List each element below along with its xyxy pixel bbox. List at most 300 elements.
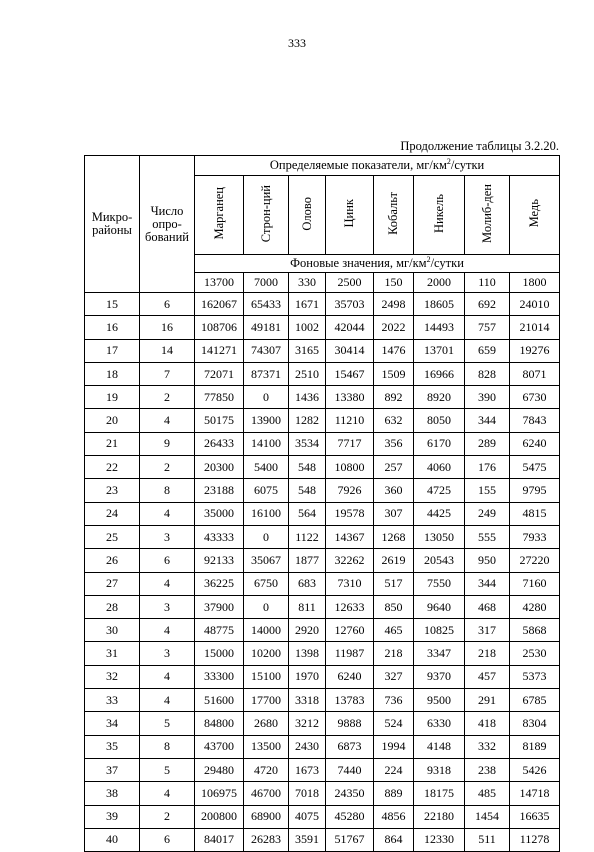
value-cell: 1673 xyxy=(289,758,326,781)
value-cell: 1268 xyxy=(374,525,414,548)
value-cell: 9500 xyxy=(414,689,465,712)
background-value: 150 xyxy=(374,273,414,293)
value-cell: 87371 xyxy=(244,362,289,385)
value-cell: 8189 xyxy=(510,735,560,758)
value-cell: 176 xyxy=(465,456,510,479)
background-value: 7000 xyxy=(244,273,289,293)
header-element xyxy=(244,176,289,255)
header-element xyxy=(510,176,560,255)
value-cell: 18605 xyxy=(414,293,465,316)
value-cell: 18175 xyxy=(414,782,465,805)
value-cell: 289 xyxy=(465,432,510,455)
value-cell: 84800 xyxy=(195,712,244,735)
value-cell: 10825 xyxy=(414,619,465,642)
value-cell: 1282 xyxy=(289,409,326,432)
value-cell: 162067 xyxy=(195,293,244,316)
header-background-prefix: Фоновые значения, мг/км xyxy=(290,256,427,270)
header-element xyxy=(326,176,374,255)
value-cell: 517 xyxy=(374,572,414,595)
microdistrict-cell: 18 xyxy=(85,362,140,385)
microdistrict-cell: 28 xyxy=(85,595,140,618)
value-cell: 5475 xyxy=(510,456,560,479)
value-cell: 11210 xyxy=(326,409,374,432)
microdistrict-cell: 40 xyxy=(85,828,140,851)
samples-cell: 4 xyxy=(140,619,195,642)
samples-cell: 5 xyxy=(140,712,195,735)
value-cell: 20543 xyxy=(414,549,465,572)
value-cell: 37900 xyxy=(195,595,244,618)
value-cell: 485 xyxy=(465,782,510,805)
header-element-label: Кобальт xyxy=(386,192,400,235)
value-cell: 2510 xyxy=(289,362,326,385)
table-row xyxy=(85,828,560,851)
value-cell: 6730 xyxy=(510,386,560,409)
value-cell: 23188 xyxy=(195,479,244,502)
value-cell: 4856 xyxy=(374,805,414,828)
table-row xyxy=(85,805,560,828)
value-cell: 3318 xyxy=(289,689,326,712)
value-cell: 15467 xyxy=(326,362,374,385)
value-cell: 72071 xyxy=(195,362,244,385)
value-cell: 12633 xyxy=(326,595,374,618)
background-value: 110 xyxy=(465,273,510,293)
value-cell: 683 xyxy=(289,572,326,595)
value-cell: 291 xyxy=(465,689,510,712)
table-row xyxy=(85,758,560,781)
background-value: 2000 xyxy=(414,273,465,293)
value-cell: 3212 xyxy=(289,712,326,735)
value-cell: 1122 xyxy=(289,525,326,548)
value-cell: 26283 xyxy=(244,828,289,851)
value-cell: 155 xyxy=(465,479,510,502)
value-cell: 8304 xyxy=(510,712,560,735)
value-cell: 9640 xyxy=(414,595,465,618)
value-cell: 418 xyxy=(465,712,510,735)
value-cell: 2022 xyxy=(374,316,414,339)
table-row xyxy=(85,782,560,805)
value-cell: 35067 xyxy=(244,549,289,572)
value-cell: 106975 xyxy=(195,782,244,805)
value-cell: 7160 xyxy=(510,572,560,595)
value-cell: 4075 xyxy=(289,805,326,828)
value-cell: 4815 xyxy=(510,502,560,525)
header-element xyxy=(289,176,326,255)
value-cell: 548 xyxy=(289,479,326,502)
value-cell: 43333 xyxy=(195,525,244,548)
value-cell: 6750 xyxy=(244,572,289,595)
value-cell: 33300 xyxy=(195,665,244,688)
value-cell: 238 xyxy=(465,758,510,781)
value-cell: 45280 xyxy=(326,805,374,828)
value-cell: 9318 xyxy=(414,758,465,781)
value-cell: 8071 xyxy=(510,362,560,385)
value-cell: 9795 xyxy=(510,479,560,502)
value-cell: 8050 xyxy=(414,409,465,432)
value-cell: 3591 xyxy=(289,828,326,851)
header-background-sup: 2 xyxy=(426,254,431,264)
table-row xyxy=(85,316,560,339)
samples-cell: 6 xyxy=(140,828,195,851)
value-cell: 19578 xyxy=(326,502,374,525)
value-cell: 24010 xyxy=(510,293,560,316)
value-cell: 457 xyxy=(465,665,510,688)
samples-cell: 3 xyxy=(140,525,195,548)
value-cell: 7843 xyxy=(510,409,560,432)
value-cell: 390 xyxy=(465,386,510,409)
value-cell: 524 xyxy=(374,712,414,735)
value-cell: 7018 xyxy=(289,782,326,805)
value-cell: 19276 xyxy=(510,339,560,362)
value-cell: 43700 xyxy=(195,735,244,758)
value-cell: 48775 xyxy=(195,619,244,642)
value-cell: 864 xyxy=(374,828,414,851)
value-cell: 13783 xyxy=(326,689,374,712)
value-cell: 1671 xyxy=(289,293,326,316)
table-row xyxy=(85,689,560,712)
value-cell: 15000 xyxy=(195,642,244,665)
value-cell: 1476 xyxy=(374,339,414,362)
value-cell: 10200 xyxy=(244,642,289,665)
table-row xyxy=(85,665,560,688)
value-cell: 14718 xyxy=(510,782,560,805)
value-cell: 13701 xyxy=(414,339,465,362)
header-element-label: Молиб-ден xyxy=(479,184,494,243)
value-cell: 3165 xyxy=(289,339,326,362)
table-row xyxy=(85,432,560,455)
microdistrict-cell: 37 xyxy=(85,758,140,781)
header-element-label: Строн-ций xyxy=(258,184,273,243)
value-cell: 1970 xyxy=(289,665,326,688)
header-microdistricts: Микро-районы xyxy=(85,156,140,293)
value-cell: 3347 xyxy=(414,642,465,665)
value-cell: 4425 xyxy=(414,502,465,525)
microdistrict-cell: 26 xyxy=(85,549,140,572)
value-cell: 108706 xyxy=(195,316,244,339)
value-cell: 811 xyxy=(289,595,326,618)
value-cell: 65433 xyxy=(244,293,289,316)
value-cell: 327 xyxy=(374,665,414,688)
value-cell: 6873 xyxy=(326,735,374,758)
value-cell: 14100 xyxy=(244,432,289,455)
samples-cell: 4 xyxy=(140,409,195,432)
value-cell: 1994 xyxy=(374,735,414,758)
value-cell: 7550 xyxy=(414,572,465,595)
samples-cell: 7 xyxy=(140,362,195,385)
value-cell: 29480 xyxy=(195,758,244,781)
table-row xyxy=(85,293,560,316)
header-element-label: Никель xyxy=(431,194,446,233)
value-cell: 1002 xyxy=(289,316,326,339)
value-cell: 42044 xyxy=(326,316,374,339)
value-cell: 5426 xyxy=(510,758,560,781)
value-cell: 32262 xyxy=(326,549,374,572)
value-cell: 4280 xyxy=(510,595,560,618)
value-cell: 8920 xyxy=(414,386,465,409)
data-table xyxy=(84,155,560,852)
value-cell: 13050 xyxy=(414,525,465,548)
microdistrict-cell: 15 xyxy=(85,293,140,316)
value-cell: 1509 xyxy=(374,362,414,385)
value-cell: 2498 xyxy=(374,293,414,316)
value-cell: 77850 xyxy=(195,386,244,409)
value-cell: 555 xyxy=(465,525,510,548)
samples-cell: 4 xyxy=(140,665,195,688)
value-cell: 6170 xyxy=(414,432,465,455)
value-cell: 11987 xyxy=(326,642,374,665)
value-cell: 307 xyxy=(374,502,414,525)
samples-cell: 2 xyxy=(140,456,195,479)
samples-cell: 3 xyxy=(140,595,195,618)
value-cell: 4725 xyxy=(414,479,465,502)
samples-cell: 16 xyxy=(140,316,195,339)
value-cell: 344 xyxy=(465,409,510,432)
value-cell: 68900 xyxy=(244,805,289,828)
microdistrict-cell: 35 xyxy=(85,735,140,758)
value-cell: 141271 xyxy=(195,339,244,362)
value-cell: 3534 xyxy=(289,432,326,455)
value-cell: 736 xyxy=(374,689,414,712)
samples-cell: 8 xyxy=(140,479,195,502)
value-cell: 344 xyxy=(465,572,510,595)
value-cell: 200800 xyxy=(195,805,244,828)
value-cell: 6330 xyxy=(414,712,465,735)
value-cell: 5400 xyxy=(244,456,289,479)
table-row xyxy=(85,525,560,548)
value-cell: 757 xyxy=(465,316,510,339)
value-cell: 4148 xyxy=(414,735,465,758)
value-cell: 249 xyxy=(465,502,510,525)
table-caption: Продолжение таблицы 3.2.20. xyxy=(400,139,559,153)
value-cell: 10800 xyxy=(326,456,374,479)
value-cell: 11278 xyxy=(510,828,560,851)
value-cell: 2530 xyxy=(510,642,560,665)
value-cell: 6785 xyxy=(510,689,560,712)
value-cell: 828 xyxy=(465,362,510,385)
value-cell: 36225 xyxy=(195,572,244,595)
samples-cell: 3 xyxy=(140,642,195,665)
value-cell: 218 xyxy=(465,642,510,665)
value-cell: 7310 xyxy=(326,572,374,595)
value-cell: 356 xyxy=(374,432,414,455)
value-cell: 15100 xyxy=(244,665,289,688)
samples-cell: 4 xyxy=(140,782,195,805)
value-cell: 0 xyxy=(244,386,289,409)
table-row xyxy=(85,712,560,735)
value-cell: 564 xyxy=(289,502,326,525)
microdistrict-cell: 38 xyxy=(85,782,140,805)
value-cell: 1877 xyxy=(289,549,326,572)
value-cell: 2680 xyxy=(244,712,289,735)
value-cell: 30414 xyxy=(326,339,374,362)
value-cell: 5868 xyxy=(510,619,560,642)
value-cell: 889 xyxy=(374,782,414,805)
microdistrict-cell: 25 xyxy=(85,525,140,548)
value-cell: 892 xyxy=(374,386,414,409)
samples-cell: 14 xyxy=(140,339,195,362)
background-value: 1800 xyxy=(510,273,560,293)
value-cell: 22180 xyxy=(414,805,465,828)
value-cell: 13500 xyxy=(244,735,289,758)
header-element xyxy=(414,176,465,255)
header-indicators-prefix: Определяемые показатели, мг/км xyxy=(269,158,447,172)
samples-cell: 8 xyxy=(140,735,195,758)
value-cell: 5373 xyxy=(510,665,560,688)
samples-cell: 4 xyxy=(140,502,195,525)
value-cell: 24350 xyxy=(326,782,374,805)
value-cell: 92133 xyxy=(195,549,244,572)
microdistrict-cell: 27 xyxy=(85,572,140,595)
value-cell: 511 xyxy=(465,828,510,851)
value-cell: 317 xyxy=(465,619,510,642)
value-cell: 14367 xyxy=(326,525,374,548)
value-cell: 74307 xyxy=(244,339,289,362)
value-cell: 7440 xyxy=(326,758,374,781)
value-cell: 6075 xyxy=(244,479,289,502)
header-element-label: Олово xyxy=(299,196,314,231)
value-cell: 51600 xyxy=(195,689,244,712)
samples-cell: 2 xyxy=(140,386,195,409)
microdistrict-cell: 22 xyxy=(85,456,140,479)
value-cell: 12760 xyxy=(326,619,374,642)
header-element xyxy=(465,176,510,255)
samples-cell: 5 xyxy=(140,758,195,781)
value-cell: 9888 xyxy=(326,712,374,735)
samples-cell: 6 xyxy=(140,549,195,572)
value-cell: 548 xyxy=(289,456,326,479)
header-background xyxy=(195,255,560,273)
table-row xyxy=(85,642,560,665)
table-row xyxy=(85,735,560,758)
value-cell: 51767 xyxy=(326,828,374,851)
value-cell: 468 xyxy=(465,595,510,618)
value-cell: 12330 xyxy=(414,828,465,851)
table-row xyxy=(85,549,560,572)
value-cell: 465 xyxy=(374,619,414,642)
value-cell: 360 xyxy=(374,479,414,502)
microdistrict-cell: 33 xyxy=(85,689,140,712)
page-number: 333 xyxy=(288,36,306,50)
value-cell: 218 xyxy=(374,642,414,665)
value-cell: 35703 xyxy=(326,293,374,316)
value-cell: 9370 xyxy=(414,665,465,688)
microdistrict-cell: 39 xyxy=(85,805,140,828)
table-row xyxy=(85,456,560,479)
samples-cell: 9 xyxy=(140,432,195,455)
value-cell: 4720 xyxy=(244,758,289,781)
table-row xyxy=(85,409,560,432)
microdistrict-cell: 31 xyxy=(85,642,140,665)
table-row xyxy=(85,386,560,409)
microdistrict-cell: 34 xyxy=(85,712,140,735)
value-cell: 7926 xyxy=(326,479,374,502)
value-cell: 2430 xyxy=(289,735,326,758)
value-cell: 659 xyxy=(465,339,510,362)
background-value: 330 xyxy=(289,273,326,293)
value-cell: 14493 xyxy=(414,316,465,339)
header-indicators-suffix: /сутки xyxy=(450,158,485,172)
value-cell: 2920 xyxy=(289,619,326,642)
value-cell: 4060 xyxy=(414,456,465,479)
value-cell: 850 xyxy=(374,595,414,618)
header-background-suffix: /сутки xyxy=(430,256,464,270)
value-cell: 224 xyxy=(374,758,414,781)
microdistrict-cell: 19 xyxy=(85,386,140,409)
value-cell: 20300 xyxy=(195,456,244,479)
microdistrict-cell: 24 xyxy=(85,502,140,525)
value-cell: 13900 xyxy=(244,409,289,432)
value-cell: 332 xyxy=(465,735,510,758)
value-cell: 1454 xyxy=(465,805,510,828)
value-cell: 6240 xyxy=(510,432,560,455)
table-row xyxy=(85,339,560,362)
microdistrict-cell: 23 xyxy=(85,479,140,502)
value-cell: 16966 xyxy=(414,362,465,385)
value-cell: 21014 xyxy=(510,316,560,339)
value-cell: 35000 xyxy=(195,502,244,525)
header-indicators xyxy=(195,156,560,176)
header-indicators-sup: 2 xyxy=(446,156,451,166)
table-row xyxy=(85,619,560,642)
header-element-label: Медь xyxy=(527,199,542,228)
value-cell: 27220 xyxy=(510,549,560,572)
value-cell: 16100 xyxy=(244,502,289,525)
table-row xyxy=(85,595,560,618)
value-cell: 0 xyxy=(244,595,289,618)
value-cell: 950 xyxy=(465,549,510,572)
microdistrict-cell: 32 xyxy=(85,665,140,688)
microdistrict-cell: 21 xyxy=(85,432,140,455)
samples-cell: 4 xyxy=(140,572,195,595)
header-element xyxy=(374,176,414,255)
value-cell: 632 xyxy=(374,409,414,432)
value-cell: 7933 xyxy=(510,525,560,548)
table-row xyxy=(85,362,560,385)
microdistrict-cell: 20 xyxy=(85,409,140,432)
samples-cell: 6 xyxy=(140,293,195,316)
table-row xyxy=(85,502,560,525)
background-value: 13700 xyxy=(195,273,244,293)
samples-cell: 2 xyxy=(140,805,195,828)
value-cell: 49181 xyxy=(244,316,289,339)
value-cell: 1398 xyxy=(289,642,326,665)
value-cell: 0 xyxy=(244,525,289,548)
value-cell: 2619 xyxy=(374,549,414,572)
value-cell: 1436 xyxy=(289,386,326,409)
samples-cell: 4 xyxy=(140,689,195,712)
header-samples: Число опро-бований xyxy=(140,156,195,293)
header-element xyxy=(195,176,244,255)
value-cell: 46700 xyxy=(244,782,289,805)
table-row xyxy=(85,572,560,595)
value-cell: 50175 xyxy=(195,409,244,432)
table-row xyxy=(85,479,560,502)
value-cell: 257 xyxy=(374,456,414,479)
background-value: 2500 xyxy=(326,273,374,293)
value-cell: 13380 xyxy=(326,386,374,409)
value-cell: 26433 xyxy=(195,432,244,455)
header-element-label: Цинк xyxy=(342,199,356,228)
value-cell: 692 xyxy=(465,293,510,316)
value-cell: 7717 xyxy=(326,432,374,455)
value-cell: 84017 xyxy=(195,828,244,851)
microdistrict-cell: 30 xyxy=(85,619,140,642)
value-cell: 16635 xyxy=(510,805,560,828)
microdistrict-cell: 17 xyxy=(85,339,140,362)
value-cell: 14000 xyxy=(244,619,289,642)
header-element-label: Марганец xyxy=(211,187,226,240)
value-cell: 6240 xyxy=(326,665,374,688)
microdistrict-cell: 16 xyxy=(85,316,140,339)
